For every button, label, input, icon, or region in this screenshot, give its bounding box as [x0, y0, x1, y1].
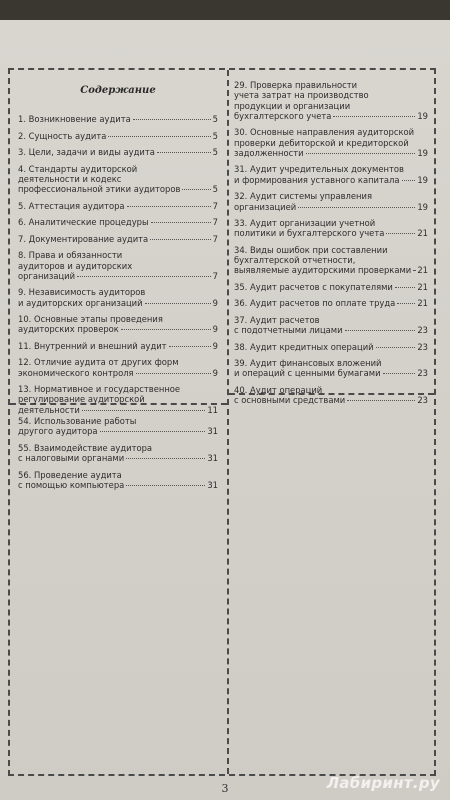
- toc-entry-text: проверки дебиторской и кредиторской: [234, 137, 409, 148]
- toc-entry: [234, 282, 428, 292]
- toc-entry-text: 2. Сущность аудита: [18, 130, 107, 141]
- toc-entry-text: 34. Виды ошибок при составлении: [234, 244, 388, 255]
- toc-entry: [234, 218, 428, 239]
- toc-entry-page: 19: [417, 201, 428, 212]
- toc-entry-text: и операций с ценными бумагами: [234, 368, 381, 379]
- toc-entry-text: профессиональной этики аудиторов: [18, 184, 181, 195]
- toc-entry: [18, 114, 218, 124]
- toc-entry-text: с налоговыми органами: [18, 453, 125, 464]
- toc-entry-text: деятельности: [18, 404, 80, 415]
- toc-entry: [234, 80, 428, 121]
- toc-entry-text: 29. Проверка правильности: [234, 80, 358, 90]
- toc-entry-page: 7: [212, 217, 218, 228]
- toc-entry-page: 21: [417, 281, 428, 292]
- toc-entry: [234, 385, 428, 406]
- toc-entry-text: 5. Аттестация аудитора: [18, 200, 125, 211]
- watermark-logo: Лабиринт.ру: [326, 774, 440, 792]
- toc-leader-dots: [397, 302, 415, 304]
- toc-entry-page: 7: [212, 270, 218, 281]
- toc-entry-text: 36. Аудит расчетов по оплате труда: [234, 298, 396, 309]
- toc-entry-text: 32. Аудит системы управления: [234, 191, 372, 202]
- toc-leader-dots: [136, 372, 211, 374]
- toc-leader-dots: [347, 399, 415, 401]
- toc-entry-text: 35. Аудит расчетов с покупателями: [234, 281, 393, 292]
- toc-entry-text: аудиторских проверок: [18, 324, 119, 335]
- toc-entry-page: 9: [212, 340, 218, 351]
- toc-entry-page: 5: [212, 184, 218, 195]
- page-number: 3: [221, 782, 229, 795]
- toc-entry-text: с основными средствами: [234, 395, 346, 406]
- toc-entry: [18, 443, 218, 464]
- toc-entry: [18, 416, 218, 437]
- toc-leader-dots: [386, 232, 415, 234]
- toc-entry-page: 31: [207, 453, 218, 464]
- toc-leader-dots: [77, 275, 211, 277]
- toc-leader-dots: [145, 302, 211, 304]
- toc-leader-dots: [376, 346, 416, 348]
- toc-entry: [234, 191, 428, 212]
- toc-entry-text: и аудиторских организаций: [18, 297, 143, 308]
- toc-entry-text: 12. Отличие аудита от других форм: [18, 357, 179, 368]
- toc-leader-dots: [395, 286, 415, 288]
- toc-entry-text: 3. Цели, задачи и виды аудита: [18, 147, 155, 158]
- toc-leader-dots: [121, 328, 211, 330]
- toc-entry-page: 7: [212, 200, 218, 211]
- toc-entry-text: экономического контроля: [18, 367, 134, 378]
- toc-entry-page: 21: [417, 298, 428, 309]
- toc-entry: [18, 131, 218, 141]
- toc-entry: [18, 164, 218, 195]
- toc-leader-dots: [413, 269, 415, 271]
- toc-entry-text: с подотчетными лицами: [234, 325, 343, 336]
- toc-entry: [234, 127, 428, 158]
- toc-entry-text: 33. Аудит организации учетной: [234, 218, 376, 229]
- toc-leader-dots: [108, 135, 210, 137]
- toc-entry-page: 5: [212, 130, 218, 141]
- toc-entry: [234, 342, 428, 352]
- toc-entry-text: организаций: [18, 270, 76, 281]
- toc-entry-page: 23: [417, 341, 428, 352]
- toc-entry-page: 5: [212, 114, 218, 125]
- toc-leader-dots: [383, 372, 416, 374]
- toc-entry-page: 21: [417, 228, 428, 239]
- toc-entry-text: 56. Проведение аудита: [18, 469, 122, 480]
- toc-leader-dots: [126, 457, 205, 459]
- book-page: [0, 20, 450, 800]
- toc-entry-text: с помощью компьютера: [18, 479, 125, 490]
- toc-entry: [18, 217, 218, 227]
- toc-entry-text: 11. Внутренний и внешний аудит: [18, 340, 167, 351]
- toc-leader-dots: [100, 430, 206, 432]
- toc-entry-text: задолженности: [234, 147, 304, 158]
- toc-entry-page: 23: [417, 395, 428, 406]
- toc-leader-dots: [82, 409, 206, 411]
- toc-leader-dots: [169, 345, 211, 347]
- toc-entry: [18, 470, 218, 491]
- toc-entry: [18, 384, 218, 415]
- toc-entry-text: 8. Права и обязанности: [18, 250, 123, 261]
- toc-entry: [234, 298, 428, 308]
- toc-entry-page: 11: [207, 404, 218, 415]
- toc-entry-text: организацией: [234, 201, 297, 212]
- toc-entry-text: 30. Основные направления аудиторской: [234, 127, 415, 138]
- toc-entry-text: 7. Документирование аудита: [18, 233, 149, 244]
- toc-entry-text: 39. Аудит финансовых вложений: [234, 358, 382, 369]
- toc-entry-page: 19: [417, 147, 428, 158]
- toc-entry-text: 31. Аудит учредительных документов: [234, 164, 404, 175]
- toc-entry-text: 10. Основные этапы проведения: [18, 314, 163, 325]
- toc-entry: [18, 341, 218, 351]
- toc-entry-text: 1. Возникновение аудита: [18, 114, 131, 125]
- toc-entry-text: 9. Независимость аудиторов: [18, 287, 146, 298]
- toc-entry-text: регулирование аудиторской: [18, 394, 145, 405]
- toc-leader-dots: [157, 151, 211, 153]
- toc-entry: [18, 147, 218, 157]
- toc-entry: [234, 358, 428, 379]
- toc-entry-page: 21: [417, 265, 428, 276]
- toc-entry-page: 23: [417, 368, 428, 379]
- toc-entry: [234, 315, 428, 336]
- toc-entry: [18, 250, 218, 281]
- toc-entry-text: 54. Использование работы: [18, 416, 137, 426]
- toc-entry-page: 9: [212, 324, 218, 335]
- toc-entry-text: учета затрат на производство: [234, 90, 369, 101]
- toc-leader-dots: [150, 238, 210, 240]
- toc-entry: [18, 201, 218, 211]
- toc-entry-text: выявляемые аудиторскими проверками: [234, 265, 412, 276]
- toc-leader-dots: [306, 152, 416, 154]
- toc-entry-text: деятельности и кодекс: [18, 174, 122, 185]
- toc-leader-dots: [182, 188, 210, 190]
- toc-entry-text: 37. Аудит расчетов: [234, 314, 320, 325]
- toc-left-list: [18, 114, 218, 415]
- toc-entry-text: продукции и организации: [234, 100, 351, 111]
- toc-leader-dots: [345, 329, 416, 331]
- toc-entry-text: 40. Аудит операций: [234, 384, 323, 395]
- toc-entry-text: и формирования уставного капитала: [234, 174, 400, 185]
- toc-entry-page: 31: [207, 426, 218, 437]
- toc-entry-page: 9: [212, 367, 218, 378]
- toc-leader-dots: [151, 221, 211, 223]
- toc-entry-page: 23: [417, 325, 428, 336]
- toc-right-list: [234, 80, 428, 405]
- toc-entry: [18, 234, 218, 244]
- toc-entry-page: 31: [207, 479, 218, 490]
- toc-entry-page: 7: [212, 233, 218, 244]
- toc-entry-text: политики и бухгалтерского учета: [234, 228, 385, 239]
- toc-entry-text: аудиторов и аудиторских: [18, 260, 133, 271]
- toc-leader-dots: [126, 484, 205, 486]
- toc-entry-text: 4. Стандарты аудиторской: [18, 163, 138, 174]
- toc-entry-text: 13. Нормативное и государственное: [18, 384, 181, 395]
- toc-entry-page: 9: [212, 297, 218, 308]
- toc-entry-text: 6. Аналитические процедуры: [18, 217, 149, 228]
- toc-title: Содержание: [80, 85, 156, 96]
- toc-entry-text: бухгалтерской отчетности,: [234, 255, 356, 266]
- toc-entry-text: бухгалтерского учета: [234, 110, 332, 121]
- toc-entry: [18, 287, 218, 308]
- toc-leader-dots: [127, 205, 211, 207]
- toc-entry-text: другого аудитора: [18, 426, 98, 437]
- toc-entry: [234, 245, 428, 276]
- toc-entry: [18, 357, 218, 378]
- toc-entry: [18, 314, 218, 335]
- toc-entry-page: 19: [417, 110, 428, 121]
- toc-left-column: [18, 86, 218, 421]
- toc-bottom-column: [18, 416, 218, 496]
- toc-right-column: [234, 80, 428, 412]
- toc-entry-text: 55. Взаимодействие аудитора: [18, 442, 153, 453]
- toc-entry-page: 5: [212, 147, 218, 158]
- toc-bottom-list: [18, 416, 218, 490]
- toc-leader-dots: [133, 118, 211, 120]
- toc-leader-dots: [402, 179, 416, 181]
- column-divider: [227, 70, 229, 774]
- toc-leader-dots: [298, 206, 415, 208]
- toc-entry: [234, 164, 428, 185]
- toc-entry-page: 19: [417, 174, 428, 185]
- toc-entry-text: 38. Аудит кредитных операций: [234, 341, 374, 352]
- toc-leader-dots: [333, 115, 415, 117]
